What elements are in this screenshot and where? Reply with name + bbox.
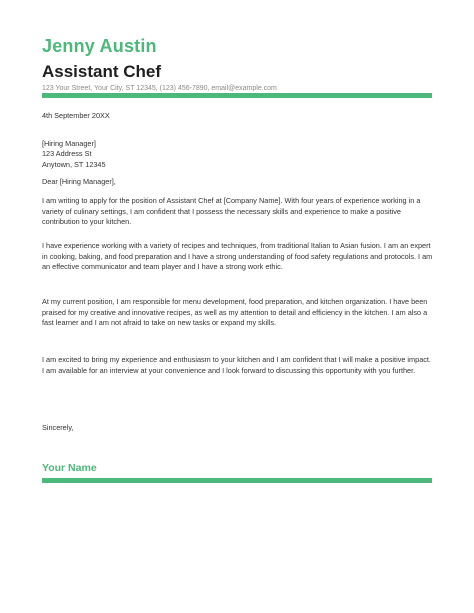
recipient-line: Anytown, ST 12345	[42, 159, 106, 169]
body-paragraph: I have experience working with a variety of recipes and techniques, from traditional Italian to Asian fusion. I am an expert in cooking, baking, and food preparation and I have a strong understanding of food safety regulations and protocols. I am an effective communicator and team player and I have a strong work ethic.	[42, 241, 433, 272]
body-paragraph: I am excited to bring my experience and enthusiasm to your kitchen and I am confident that I will make a positive impact. I am available for an interview at your convenience and I look forward to discussing this opportunity with you further.	[42, 355, 431, 375]
job-title: Assistant Chef	[42, 62, 162, 81]
recipient-line: 123 Address St	[42, 149, 92, 159]
body-paragraph: At my current position, I am responsible for menu development, food preparation, and kitchen organization. I have been praised for my creative and innovative recipes, as well as my attention to detail and efficiency in the kitchen. I am also a fast learner and I am not afraid to take on new tasks or expand my skills.	[42, 297, 428, 328]
body-paragraph: I am writing to apply for the position of Assistant Chef at [Company Name]. With four years of experience working in a variety of culinary settings, I am confident that I possess the necessary skills and experience to make a positive contribution to your kitchen.	[42, 196, 421, 227]
letter-date: 4th September 20XX	[42, 111, 110, 120]
salutation: Dear [Hiring Manager],	[42, 177, 116, 186]
header-divider	[42, 93, 432, 98]
contact-info: 123 Your Street, Your City, ST 12345, (123) 456-7890, email@example.com	[42, 85, 277, 92]
signature-name: Your Name	[42, 462, 97, 474]
closing: Sincerely,	[42, 423, 74, 432]
applicant-name: Jenny Austin	[42, 36, 157, 56]
footer-divider	[42, 478, 432, 483]
recipient-address	[42, 139, 434, 170]
recipient-line: [Hiring Manager]	[42, 139, 96, 148]
